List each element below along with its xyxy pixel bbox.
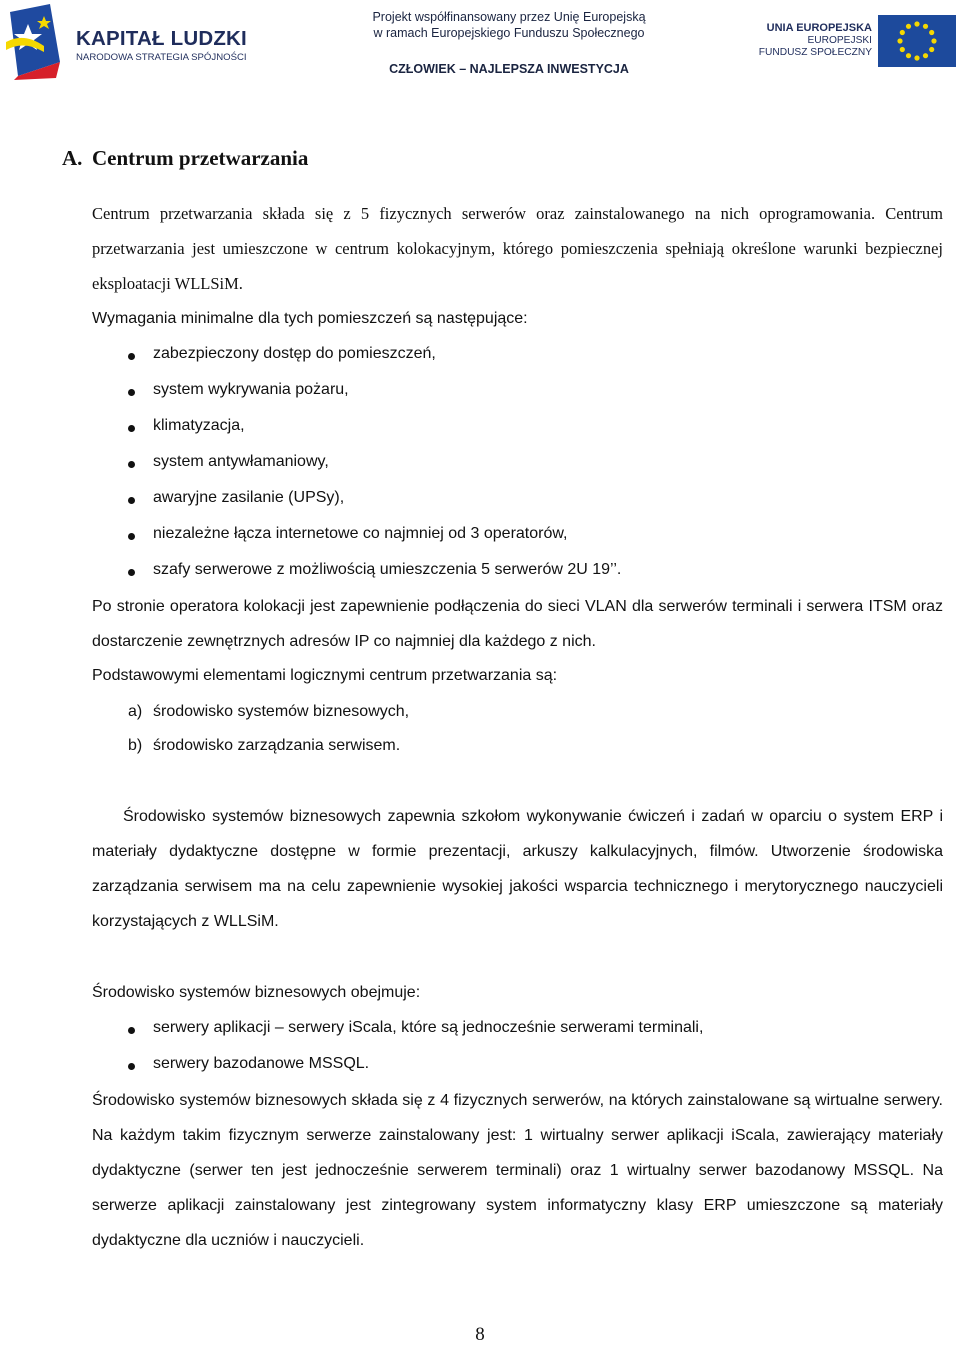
bullet-icon: [128, 1063, 135, 1070]
eu-line-1: UNIA EUROPEJSKA: [766, 22, 872, 34]
bullet-icon: [128, 533, 135, 540]
business-includes-lead: Środowisko systemów biznesowych obejmuje:: [92, 984, 421, 1001]
requirement-item: klimatyzacja,: [153, 417, 245, 434]
logical-item-text: środowisko systemów biznesowych,: [153, 703, 410, 720]
bullet-icon: [128, 353, 135, 360]
project-tagline: CZŁOWIEK – NAJLEPSZA INWESTYCJA: [389, 62, 629, 76]
business-env-paragraph: Środowisko systemów biznesowych zapewnia szkołom wykonywanie ćwiczeń i zadań w oparciu o system ERP i materiały dydaktyczne dostępne w formie prezentacji, arkuszy kalkulacyjnych, filmów. Utworzenie środowiska zarządzania serwisem ma na celu zapewnienie wysokiej jakości wsparcia technicznego i merytorycznego nauczycieli korzystających z WLLSiM.: [92, 808, 943, 930]
bullet-icon: [128, 389, 135, 396]
logo-title: KAPITAŁ LUDZKI: [76, 27, 247, 50]
requirement-item: awaryjne zasilanie (UPSy),: [153, 489, 345, 506]
project-line-1: Projekt współfinansowany przez Unię Europejską: [372, 10, 646, 24]
page-number: 8: [475, 1324, 485, 1345]
logical-lead: Podstawowymi elementami logicznymi centrum przetwarzania są:: [92, 667, 558, 684]
bullet-icon: [128, 497, 135, 504]
requirements-lead: Wymagania minimalne dla tych pomieszczeń są następujące:: [92, 310, 528, 327]
requirement-item: system wykrywania pożaru,: [153, 381, 349, 398]
bullet-icon: [128, 569, 135, 576]
logical-item-text: środowisko zarządzania serwisem.: [153, 737, 401, 754]
project-info: [349, 9, 669, 77]
logo-subtitle: NARODOWA STRATEGIA SPÓJNOŚCI: [76, 52, 247, 63]
business-include-item: serwery bazodanowe MSSQL.: [153, 1055, 370, 1072]
intro-paragraph: Centrum przetwarzania składa się z 5 fizycznych serwerów oraz zainstalowanego na nich oprogramowania. Centrum przetwarzania jest umieszczone w centrum kolokacyjnym, którego pomieszczenia spełniają określone warunki bezpiecznej eksploatacji WLLSiM.: [92, 204, 943, 293]
eu-line-3: FUNDUSZ SPOŁECZNY: [758, 47, 872, 58]
operator-paragraph: Po stronie operatora kolokacji jest zapewnienie podłączenia do sieci VLAN dla serwerów terminali i serwera ITSM oraz dostarczenie zewnętrznych adresów IP co najmniej dla każdego z nich.: [92, 598, 943, 650]
kapital-ludzki-logo: [4, 2, 254, 82]
eu-fund-label: [755, 22, 872, 59]
logical-item: [128, 737, 400, 755]
logical-item: [128, 703, 409, 721]
requirement-item: niezależne łącza internetowe co najmniej od 3 operatorów,: [153, 525, 568, 542]
section-number: A.: [62, 146, 83, 170]
requirement-item: zabezpieczony dostęp do pomieszczeń,: [153, 345, 436, 362]
logical-item-label: a): [128, 703, 143, 720]
requirement-item: szafy serwerowe z możliwością umieszczenia 5 serwerów 2U 19’’.: [153, 561, 622, 578]
kapital-ludzki-emblem-icon: [4, 2, 68, 80]
business-include-item: serwery aplikacji – serwery iScala, które są jednocześnie serwerami terminali,: [153, 1019, 704, 1036]
section-title: Centrum przetwarzania: [92, 146, 309, 170]
bullet-icon: [128, 1027, 135, 1034]
page-header: [0, 0, 960, 95]
requirement-item: system antywłamaniowy,: [153, 453, 329, 470]
eu-line-2: EUROPEJSKI: [807, 35, 872, 46]
project-line-2: w ramach Europejskiego Funduszu Społecznego: [373, 26, 645, 40]
bullet-icon: [128, 425, 135, 432]
bullet-icon: [128, 461, 135, 468]
eu-flag-icon: [878, 15, 956, 67]
section-heading: [62, 146, 308, 171]
logical-item-label: b): [128, 737, 143, 754]
closing-paragraph: Środowisko systemów biznesowych składa się z 4 fizycznych serwerów, na których zainstalowane są wirtualne serwery. Na każdym takim fizycznym serwerze zainstalowany jest: 1 wirtualny serwer aplikacji iScala, zawierający materiały dydaktyczne (serwer ten jest jednocześnie serwerem terminali) oraz 1 wirtualny serwer bazodanowy MSSQL. Na serwerze aplikacji zainstalowany jest zintegrowany system informatyczny klasy ERP umieszczone są materiały dydaktyczne dla uczniów i nauczycieli.: [92, 1092, 943, 1249]
